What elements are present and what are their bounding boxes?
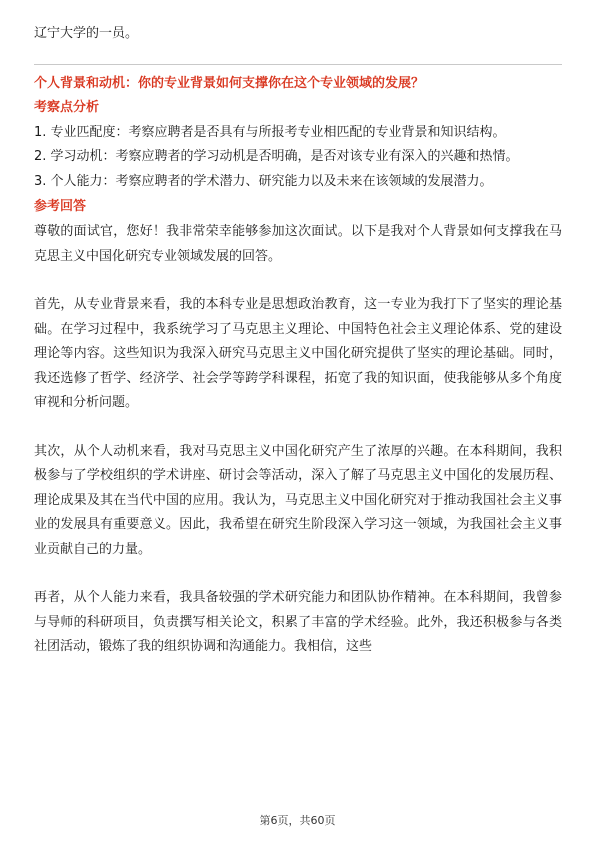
analysis-list [34, 121, 562, 195]
answer-paragraph: 其次，从个人动机来看，我对马克思主义中国化研究产生了浓厚的兴趣。在本科期间，我积极参与了学校组织的学术讲座、研讨会等活动，深入了解了马克思主义中国化的发展历程、理论成果及其在当代中国的应用。我认为，马克思主义中国化研究对于推动我国社会主义事业的发展具有重要意义。因此，我希望在研究生阶段深入学习这一领域，为我国社会主义事业贡献自己的力量。 [34, 443, 562, 557]
paragraph-gap [34, 416, 562, 440]
paragraph-gap [34, 562, 562, 586]
question-heading: 个人背景和动机：你的专业背景如何支撑你在这个专业领域的发展？ [34, 75, 425, 91]
analysis-item: 2. 学习动机：考察应聘者的学习动机是否明确，是否对该专业有深入的兴趣和热情。 [34, 149, 519, 164]
answer-paragraph: 首先，从专业背景来看，我的本科专业是思想政治教育，这一专业为我打下了坚实的理论基础。在学习过程中，我系统学习了马克思主义理论、中国特色社会主义理论体系、党的建设理论等内容。这些知识为我深入研究马克思主义中国化研究提供了坚实的理论基础。同时，我还选修了哲学、经济学、社会学等跨学科课程，拓宽了我的知识面，使我能够从多个角度审视和分析问题。 [34, 297, 562, 410]
paragraph-gap [34, 269, 562, 293]
intro-tail-paragraph: 辽宁大学的一员。 [34, 26, 139, 41]
answer-paragraph: 尊敬的面试官，您好！我非常荣幸能够参加这次面试。以下是我对个人背景如何支撑我在马克思主义中国化研究专业领域发展的回答。 [34, 224, 562, 264]
page-number-footer: 第6页，共60页 [259, 814, 336, 827]
document-page [34, 22, 562, 660]
analysis-item: 3. 个人能力：考察应聘者的学术潜力、研究能力以及未来在该领域的发展潜力。 [34, 173, 493, 189]
analysis-item: 1. 专业匹配度：考察应聘者是否具有与所报考专业相匹配的专业背景和知识结构。 [34, 124, 506, 140]
answer-title: 参考回答 [34, 199, 87, 214]
section-divider [34, 64, 562, 65]
answer-paragraph: 再者，从个人能力来看，我具备较强的学术研究能力和团队协作精神。在本科期间，我曾参与导师的科研项目，负责撰写相关论文，积累了丰富的学术经验。此外，我还积极参与各类社团活动，锻炼了我的组织协调和沟通能力。我相信，这些 [34, 590, 562, 654]
analysis-title: 考察点分析 [34, 99, 100, 115]
